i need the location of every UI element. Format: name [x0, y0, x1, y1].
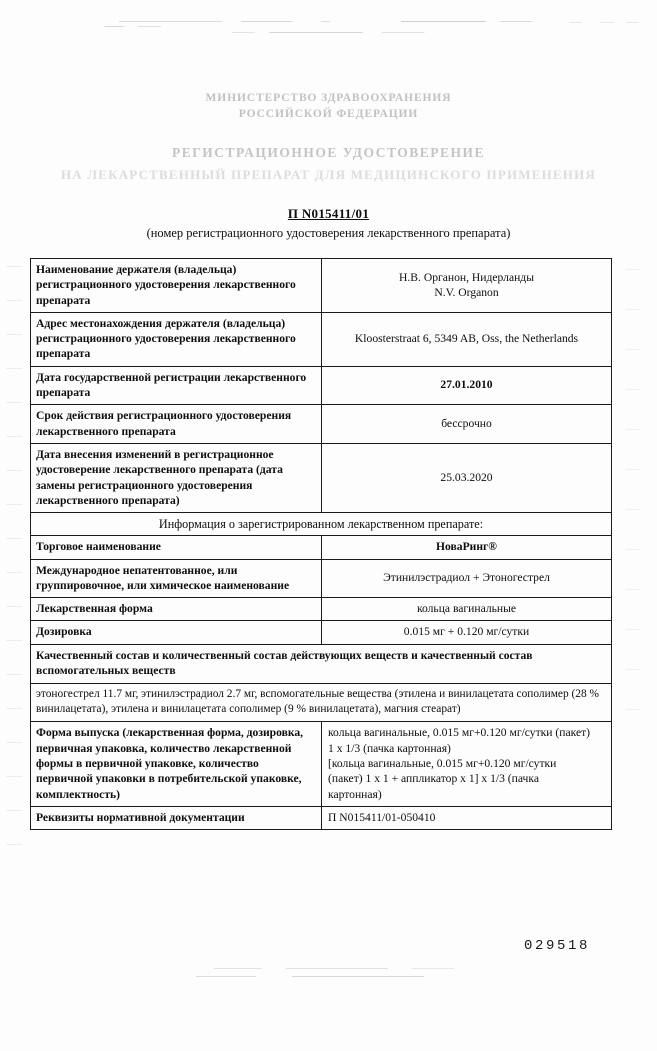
row-label-registration-date: Дата государственной регистрации лекарственного препарата: [31, 366, 322, 405]
row-value-validity-period: бессрочно: [322, 405, 612, 444]
release-form-line-5: картонная): [328, 787, 382, 801]
registration-number: П N015411/01: [287, 206, 370, 221]
row-label-holder-name: Наименование держателя (владельца) регистрационного удостоверения лекарственного препарата: [31, 259, 322, 313]
scan-artifact-bottom: [190, 962, 490, 986]
ministry-line-2: РОССИЙСКОЙ ФЕДЕРАЦИИ: [238, 108, 419, 120]
row-label-validity-period: Срок действия регистрационного удостоверения лекарственного препарата: [31, 405, 322, 444]
document-type-subtitle: НА ЛЕКАРСТВЕННЫЙ ПРЕПАРАТ ДЛЯ МЕДИЦИНСКОГО ПРИМЕНЕНИЯ: [60, 167, 597, 182]
table-row: [31, 722, 612, 806]
row-label-holder-address: Адрес местонахождения держателя (владельца) регистрационного удостоверения лекарственного препарата: [31, 312, 322, 366]
row-value-holder-address: Kloosterstraat 6, 5349 AB, Oss, the Netherlands: [322, 312, 612, 366]
table-row: [31, 259, 612, 313]
row-label-amendment-date: Дата внесения изменений в регистрационное удостоверение лекарственного препарата (дата замены регистрационного удостоверения лекарственного препарата): [31, 443, 322, 512]
scan-artifact-left-edge: [6, 250, 22, 850]
section-title-product-info: Информация о зарегистрированном лекарственном препарате:: [31, 513, 612, 536]
holder-name-en: N.V. Organon: [434, 285, 499, 299]
table-row: [31, 683, 612, 722]
ministry-line-1: МИНИСТЕРСТВО ЗДРАВООХРАНЕНИЯ: [205, 92, 452, 104]
table-row: [31, 443, 612, 512]
row-label-dosage: Дозировка: [31, 621, 322, 644]
table-row: [31, 621, 612, 644]
scan-artifact-right-edge: [626, 250, 640, 710]
row-label-dosage-form: Лекарственная форма: [31, 598, 322, 621]
row-value-inn: Этинилэстрадиол + Этоногестрел: [322, 559, 612, 598]
table-row: [31, 366, 612, 405]
table-row: [31, 598, 612, 621]
row-value-holder-name: [322, 259, 612, 313]
table-row: [31, 405, 612, 444]
table-row: [31, 536, 612, 559]
document-type-title: РЕГИСТРАЦИОННОЕ УДОСТОВЕРЕНИЕ: [171, 145, 486, 160]
row-value-dosage: 0.015 мг + 0.120 мг/сутки: [322, 621, 612, 644]
stamp-number: 029518: [524, 938, 591, 954]
table-section-row: [31, 513, 612, 536]
release-form-line-3: [кольца вагинальные, 0.015 мг+0.120 мг/сутки: [328, 756, 557, 770]
table-row: [31, 312, 612, 366]
table-row: [31, 806, 612, 829]
row-label-inn: Международное непатентованное, или группировочное, или химическое наименование: [31, 559, 322, 598]
scan-artifact-top: [100, 14, 570, 36]
row-value-dosage-form: кольца вагинальные: [322, 598, 612, 621]
holder-name-ru: Н.В. Органон, Нидерланды: [399, 270, 534, 284]
release-form-line-2: 1 x 1/3 (пачка картонная): [328, 741, 451, 755]
row-label-trade-name: Торговое наименование: [31, 536, 322, 559]
table-row: [31, 559, 612, 598]
row-value-normative-docs: П N015411/01-050410: [322, 806, 612, 829]
release-form-line-1: кольца вагинальные, 0.015 мг+0.120 мг/сутки (пакет): [328, 726, 591, 740]
row-value-release-form: [322, 722, 612, 806]
release-form-line-4: (пакет) 1 x 1 + аппликатор x 1] x 1/3 (пачка: [328, 772, 539, 786]
registration-details-table: [30, 258, 612, 830]
composition-header: Качественный состав и количественный состав действующих веществ и качественный состав вспомогательных веществ: [31, 644, 612, 683]
composition-text: этоногестрел 11.7 мг, этинилэстрадиол 2.7 мг, вспомогательные вещества (этилена и винилацетата сополимер (28 % винилацетата), этилена и винилацетата сополимер (9 % винилацетата), магния стеарат): [31, 683, 612, 722]
registration-number-caption: (номер регистрационного удостоверения лекарственного препарата): [146, 226, 511, 240]
row-label-normative-docs: Реквизиты нормативной документации: [31, 806, 322, 829]
row-value-trade-name: НоваРинг®: [322, 536, 612, 559]
table-row: [31, 644, 612, 683]
row-value-registration-date: 27.01.2010: [322, 366, 612, 405]
row-label-release-form: Форма выпуска (лекарственная форма, дозировка, первичная упаковка, количество лекарственной формы в первичной упаковке, количество первичной упаковки в потребительской упаковке, комплектность): [31, 722, 322, 806]
scan-artifact-top-right: [560, 16, 650, 30]
row-value-amendment-date: 25.03.2020: [322, 443, 612, 512]
